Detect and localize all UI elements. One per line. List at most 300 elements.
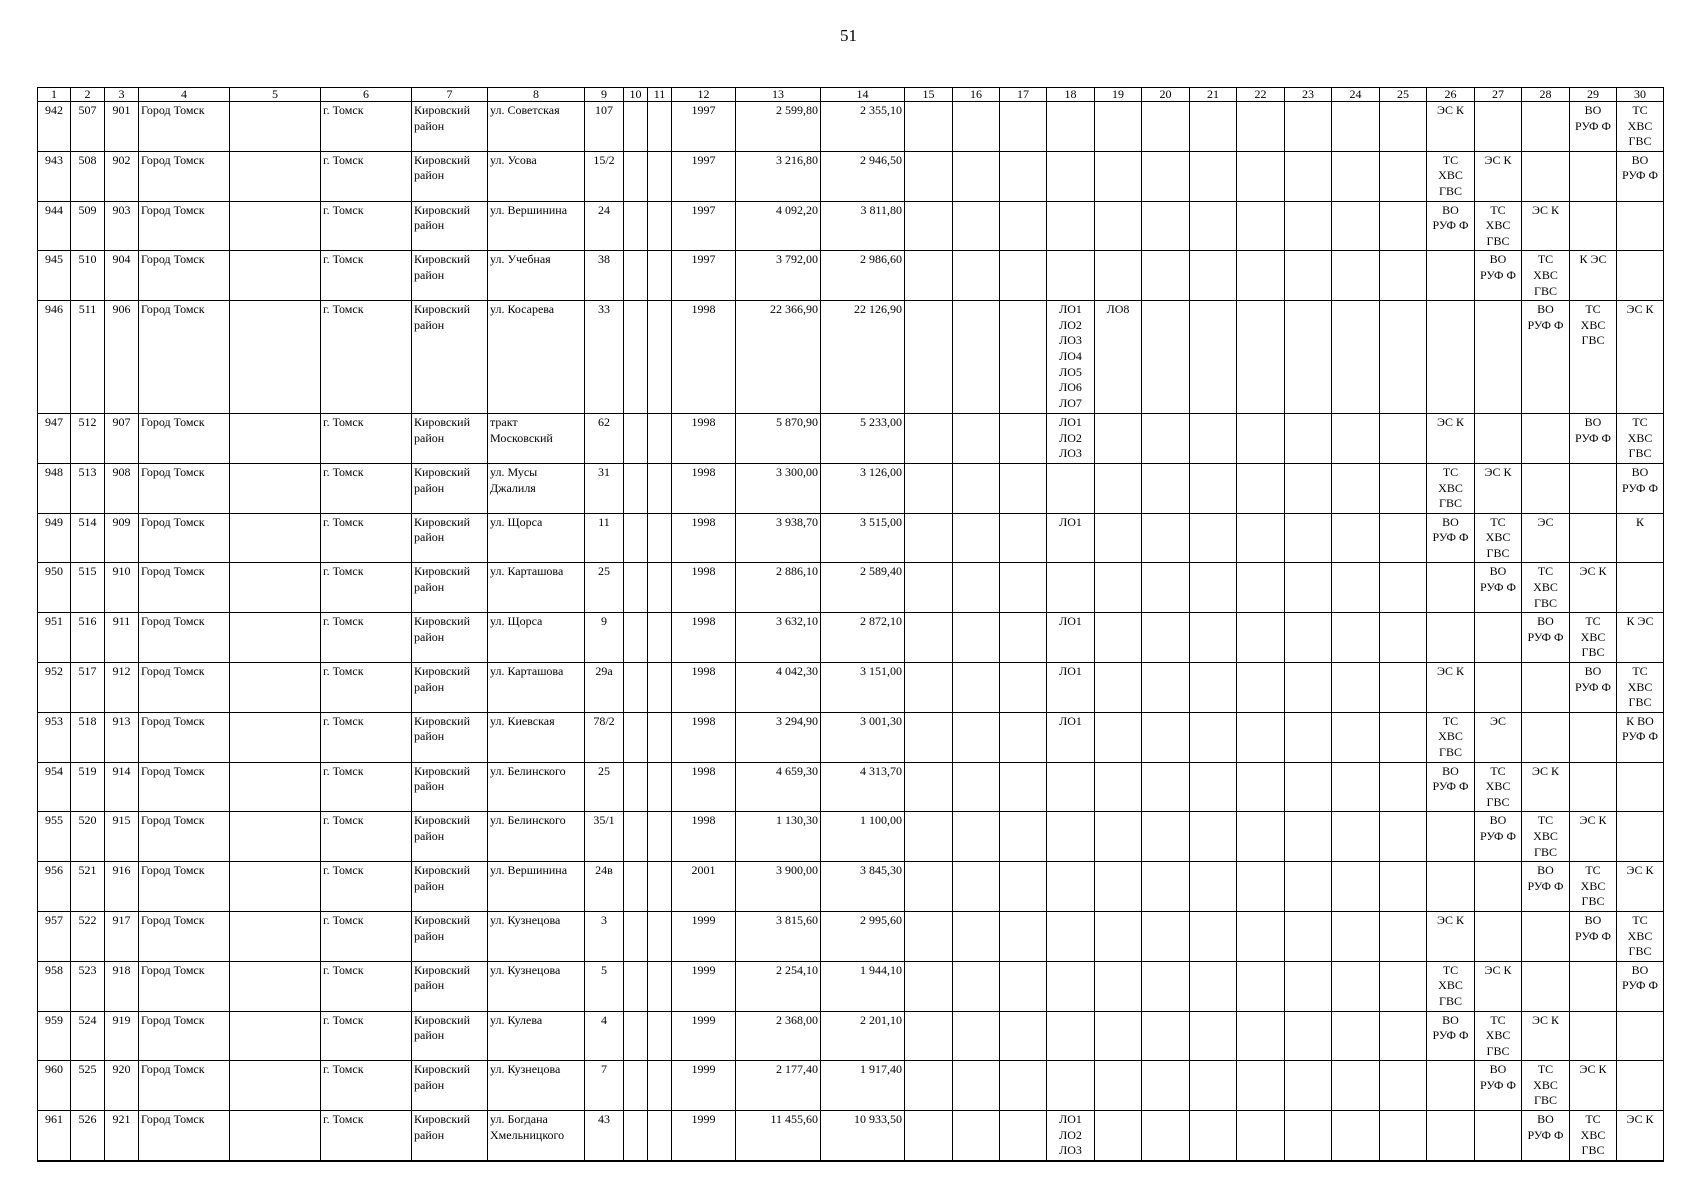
table-cell-col-10 bbox=[624, 911, 648, 961]
table-cell-col-2: 509 bbox=[71, 201, 105, 251]
table-cell-col-21 bbox=[1190, 911, 1237, 961]
table-cell-col-30: ВО РУФ Ф bbox=[1617, 463, 1664, 513]
table-cell-col-1: 955 bbox=[38, 812, 71, 862]
table-cell-col-20 bbox=[1142, 911, 1190, 961]
table-cell-col-25 bbox=[1380, 862, 1427, 912]
table-cell-col-18: ЛО1 bbox=[1047, 663, 1095, 713]
table-cell-col-11 bbox=[648, 762, 672, 812]
table-cell-col-30 bbox=[1617, 762, 1664, 812]
table-cell-col-29: ЭС К bbox=[1570, 812, 1617, 862]
table-cell-col-15 bbox=[905, 961, 953, 1011]
table-cell-col-6: г. Томск bbox=[321, 513, 412, 563]
table-cell-col-7: Кировский район bbox=[412, 151, 488, 201]
table-cell-col-9: 38 bbox=[585, 251, 624, 301]
table-cell-col-23 bbox=[1285, 712, 1332, 762]
table-cell-col-14: 3 515,00 bbox=[821, 513, 905, 563]
table-cell-col-12: 2001 bbox=[672, 862, 736, 912]
table-cell-col-13: 1 130,30 bbox=[736, 812, 821, 862]
table-cell-col-21 bbox=[1190, 862, 1237, 912]
table-cell-col-2: 512 bbox=[71, 414, 105, 464]
table-cell-col-8: ул. Богдана Хмельницкого bbox=[488, 1111, 585, 1161]
table-cell-col-20 bbox=[1142, 414, 1190, 464]
table-cell-col-25 bbox=[1380, 251, 1427, 301]
table-cell-col-9: 35/1 bbox=[585, 812, 624, 862]
table-cell-col-30: ВО РУФ Ф bbox=[1617, 961, 1664, 1011]
table-cell-col-7: Кировский район bbox=[412, 251, 488, 301]
table-cell-col-23 bbox=[1285, 1011, 1332, 1061]
table-cell-col-4: Город Томск bbox=[139, 463, 230, 513]
table-cell-col-2: 526 bbox=[71, 1111, 105, 1161]
table-cell-col-10 bbox=[624, 251, 648, 301]
table-cell-col-2: 507 bbox=[71, 102, 105, 152]
table-cell-col-7: Кировский район bbox=[412, 563, 488, 613]
table-cell-col-5 bbox=[230, 961, 321, 1011]
table-cell-col-4: Город Томск bbox=[139, 1061, 230, 1111]
table-cell-col-2: 525 bbox=[71, 1061, 105, 1111]
column-header: 11 bbox=[648, 88, 672, 102]
table-cell-col-9: 29а bbox=[585, 663, 624, 713]
table-cell-col-16 bbox=[953, 102, 1000, 152]
table-cell-col-12: 1998 bbox=[672, 414, 736, 464]
table-cell-col-19 bbox=[1095, 1011, 1142, 1061]
table-cell-col-9: 11 bbox=[585, 513, 624, 563]
table-cell-col-5 bbox=[230, 712, 321, 762]
table-cell-col-20 bbox=[1142, 712, 1190, 762]
table-cell-col-5 bbox=[230, 613, 321, 663]
table-cell-col-20 bbox=[1142, 613, 1190, 663]
table-cell-col-14: 22 126,90 bbox=[821, 301, 905, 414]
table-cell-col-13: 4 092,20 bbox=[736, 201, 821, 251]
table-cell-col-20 bbox=[1142, 1061, 1190, 1111]
table-cell-col-6: г. Томск bbox=[321, 961, 412, 1011]
table-cell-col-7: Кировский район bbox=[412, 961, 488, 1011]
table-cell-col-19 bbox=[1095, 563, 1142, 613]
table-cell-col-11 bbox=[648, 151, 672, 201]
table-cell-col-14: 3 126,00 bbox=[821, 463, 905, 513]
table-cell-col-6: г. Томск bbox=[321, 613, 412, 663]
table-cell-col-28: ТС ХВС ГВС bbox=[1522, 563, 1570, 613]
table-cell-col-25 bbox=[1380, 911, 1427, 961]
table-cell-col-27: ЭС К bbox=[1475, 151, 1522, 201]
table-row bbox=[38, 712, 1664, 762]
table-cell-col-29: ВО РУФ Ф bbox=[1570, 102, 1617, 152]
column-header: 22 bbox=[1237, 88, 1285, 102]
table-cell-col-17 bbox=[1000, 712, 1047, 762]
table-cell-col-23 bbox=[1285, 961, 1332, 1011]
column-header: 4 bbox=[139, 88, 230, 102]
table-cell-col-9: 15/2 bbox=[585, 151, 624, 201]
table-cell-col-10 bbox=[624, 1061, 648, 1111]
table-cell-col-5 bbox=[230, 862, 321, 912]
table-cell-col-15 bbox=[905, 1011, 953, 1061]
column-header: 7 bbox=[412, 88, 488, 102]
table-cell-col-5 bbox=[230, 201, 321, 251]
table-cell-col-12: 1998 bbox=[672, 301, 736, 414]
table-cell-col-8: ул. Белинского bbox=[488, 762, 585, 812]
table-row bbox=[38, 102, 1664, 152]
table-cell-col-7: Кировский район bbox=[412, 762, 488, 812]
table-cell-col-4: Город Томск bbox=[139, 862, 230, 912]
table-cell-col-7: Кировский район bbox=[412, 513, 488, 563]
table-cell-col-6: г. Томск bbox=[321, 151, 412, 201]
table-cell-col-22 bbox=[1237, 414, 1285, 464]
table-cell-col-10 bbox=[624, 862, 648, 912]
table-cell-col-3: 913 bbox=[105, 712, 139, 762]
table-cell-col-6: г. Томск bbox=[321, 911, 412, 961]
table-cell-col-19 bbox=[1095, 613, 1142, 663]
table-cell-col-28 bbox=[1522, 712, 1570, 762]
table-cell-col-21 bbox=[1190, 513, 1237, 563]
table-cell-col-16 bbox=[953, 1061, 1000, 1111]
table-cell-col-18 bbox=[1047, 463, 1095, 513]
table-cell-col-4: Город Томск bbox=[139, 251, 230, 301]
table-cell-col-23 bbox=[1285, 102, 1332, 152]
table-cell-col-27: ТС ХВС ГВС bbox=[1475, 762, 1522, 812]
table-cell-col-13: 4 042,30 bbox=[736, 663, 821, 713]
table-cell-col-28: ВО РУФ Ф bbox=[1522, 1111, 1570, 1161]
table-cell-col-23 bbox=[1285, 911, 1332, 961]
table-cell-col-18: ЛО1 bbox=[1047, 513, 1095, 563]
table-cell-col-22 bbox=[1237, 762, 1285, 812]
table-cell-col-16 bbox=[953, 151, 1000, 201]
table-cell-col-5 bbox=[230, 812, 321, 862]
table-cell-col-26 bbox=[1427, 812, 1475, 862]
table-cell-col-22 bbox=[1237, 1111, 1285, 1161]
table-cell-col-21 bbox=[1190, 663, 1237, 713]
table-cell-col-13: 2 177,40 bbox=[736, 1061, 821, 1111]
table-cell-col-6: г. Томск bbox=[321, 712, 412, 762]
table-cell-col-1: 949 bbox=[38, 513, 71, 563]
table-cell-col-10 bbox=[624, 201, 648, 251]
table-cell-col-18 bbox=[1047, 812, 1095, 862]
table-cell-col-19: ЛО8 bbox=[1095, 301, 1142, 414]
table-cell-col-29: ТС ХВС ГВС bbox=[1570, 862, 1617, 912]
table-cell-col-17 bbox=[1000, 762, 1047, 812]
table-cell-col-9: 3 bbox=[585, 911, 624, 961]
table-cell-col-1: 960 bbox=[38, 1061, 71, 1111]
table-cell-col-5 bbox=[230, 251, 321, 301]
table-cell-col-1: 950 bbox=[38, 563, 71, 613]
table-cell-col-14: 4 313,70 bbox=[821, 762, 905, 812]
column-header: 27 bbox=[1475, 88, 1522, 102]
column-header: 25 bbox=[1380, 88, 1427, 102]
table-cell-col-13: 3 900,00 bbox=[736, 862, 821, 912]
table-cell-col-8: ул. Белинского bbox=[488, 812, 585, 862]
table-cell-col-26 bbox=[1427, 862, 1475, 912]
table-cell-col-26: ЭС К bbox=[1427, 102, 1475, 152]
table-cell-col-6: г. Томск bbox=[321, 1011, 412, 1061]
table-cell-col-4: Город Томск bbox=[139, 301, 230, 414]
table-cell-col-3: 920 bbox=[105, 1061, 139, 1111]
table-cell-col-4: Город Томск bbox=[139, 712, 230, 762]
table-cell-col-23 bbox=[1285, 414, 1332, 464]
table-cell-col-23 bbox=[1285, 463, 1332, 513]
table-cell-col-1: 951 bbox=[38, 613, 71, 663]
table-cell-col-9: 25 bbox=[585, 563, 624, 613]
table-cell-col-26: ТС ХВС ГВС bbox=[1427, 463, 1475, 513]
table-cell-col-13: 3 815,60 bbox=[736, 911, 821, 961]
table-cell-col-10 bbox=[624, 102, 648, 152]
table-cell-col-23 bbox=[1285, 301, 1332, 414]
table-cell-col-6: г. Томск bbox=[321, 663, 412, 713]
table-cell-col-9: 9 bbox=[585, 613, 624, 663]
table-cell-col-9: 33 bbox=[585, 301, 624, 414]
table-cell-col-1: 946 bbox=[38, 301, 71, 414]
table-cell-col-3: 903 bbox=[105, 201, 139, 251]
table-cell-col-16 bbox=[953, 762, 1000, 812]
table-cell-col-8: ул. Кузнецова bbox=[488, 961, 585, 1011]
table-cell-col-14: 2 995,60 bbox=[821, 911, 905, 961]
table-cell-col-21 bbox=[1190, 563, 1237, 613]
table-cell-col-3: 911 bbox=[105, 613, 139, 663]
table-cell-col-8: ул. Карташова bbox=[488, 663, 585, 713]
table-cell-col-13: 2 886,10 bbox=[736, 563, 821, 613]
table-cell-col-9: 31 bbox=[585, 463, 624, 513]
table-cell-col-5 bbox=[230, 1111, 321, 1161]
table-cell-col-1: 956 bbox=[38, 862, 71, 912]
table-cell-col-8: ул. Киевская bbox=[488, 712, 585, 762]
table-cell-col-11 bbox=[648, 812, 672, 862]
table-cell-col-15 bbox=[905, 414, 953, 464]
table-cell-col-2: 515 bbox=[71, 563, 105, 613]
table-cell-col-4: Город Томск bbox=[139, 613, 230, 663]
table-cell-col-15 bbox=[905, 201, 953, 251]
table-row bbox=[38, 613, 1664, 663]
table-cell-col-4: Город Томск bbox=[139, 201, 230, 251]
table-cell-col-14: 2 872,10 bbox=[821, 613, 905, 663]
table-cell-col-15 bbox=[905, 762, 953, 812]
table-cell-col-22 bbox=[1237, 251, 1285, 301]
table-cell-col-28 bbox=[1522, 961, 1570, 1011]
table-cell-col-15 bbox=[905, 812, 953, 862]
table-cell-col-28: ТС ХВС ГВС bbox=[1522, 812, 1570, 862]
table-cell-col-24 bbox=[1332, 102, 1380, 152]
table-cell-col-7: Кировский район bbox=[412, 1111, 488, 1161]
table-cell-col-23 bbox=[1285, 762, 1332, 812]
table-cell-col-4: Город Томск bbox=[139, 812, 230, 862]
table-cell-col-16 bbox=[953, 911, 1000, 961]
table-cell-col-15 bbox=[905, 613, 953, 663]
table-cell-col-11 bbox=[648, 1111, 672, 1161]
column-header: 5 bbox=[230, 88, 321, 102]
table-cell-col-21 bbox=[1190, 1011, 1237, 1061]
table-cell-col-30: К ВО РУФ Ф bbox=[1617, 712, 1664, 762]
table-cell-col-18 bbox=[1047, 151, 1095, 201]
table-cell-col-6: г. Томск bbox=[321, 102, 412, 152]
table-cell-col-1: 959 bbox=[38, 1011, 71, 1061]
table-cell-col-27: ТС ХВС ГВС bbox=[1475, 1011, 1522, 1061]
table-cell-col-25 bbox=[1380, 1111, 1427, 1161]
table-cell-col-19 bbox=[1095, 102, 1142, 152]
table-cell-col-6: г. Томск bbox=[321, 812, 412, 862]
table-cell-col-21 bbox=[1190, 712, 1237, 762]
table-cell-col-11 bbox=[648, 613, 672, 663]
header-row bbox=[38, 88, 1664, 102]
table-cell-col-30 bbox=[1617, 201, 1664, 251]
table-cell-col-15 bbox=[905, 862, 953, 912]
table-cell-col-21 bbox=[1190, 151, 1237, 201]
table-cell-col-15 bbox=[905, 463, 953, 513]
table-cell-col-21 bbox=[1190, 961, 1237, 1011]
table-cell-col-29 bbox=[1570, 762, 1617, 812]
table-cell-col-24 bbox=[1332, 201, 1380, 251]
table-cell-col-10 bbox=[624, 513, 648, 563]
table-cell-col-3: 915 bbox=[105, 812, 139, 862]
table-cell-col-10 bbox=[624, 762, 648, 812]
table-cell-col-20 bbox=[1142, 201, 1190, 251]
table-cell-col-26: ВО РУФ Ф bbox=[1427, 513, 1475, 563]
table-cell-col-25 bbox=[1380, 961, 1427, 1011]
table-cell-col-20 bbox=[1142, 862, 1190, 912]
table-cell-col-29 bbox=[1570, 712, 1617, 762]
table-cell-col-4: Город Томск bbox=[139, 1011, 230, 1061]
table-cell-col-22 bbox=[1237, 862, 1285, 912]
table-body bbox=[38, 102, 1664, 1161]
table-cell-col-30 bbox=[1617, 563, 1664, 613]
table-cell-col-13: 2 254,10 bbox=[736, 961, 821, 1011]
table-cell-col-25 bbox=[1380, 762, 1427, 812]
table-cell-col-24 bbox=[1332, 613, 1380, 663]
table-cell-col-30: ЭС К bbox=[1617, 301, 1664, 414]
table-row bbox=[38, 911, 1664, 961]
column-header: 2 bbox=[71, 88, 105, 102]
table-row bbox=[38, 663, 1664, 713]
table-cell-col-11 bbox=[648, 513, 672, 563]
table-cell-col-24 bbox=[1332, 1011, 1380, 1061]
table-cell-col-3: 906 bbox=[105, 301, 139, 414]
table-cell-col-20 bbox=[1142, 251, 1190, 301]
table-cell-col-17 bbox=[1000, 463, 1047, 513]
table-row bbox=[38, 862, 1664, 912]
column-header: 21 bbox=[1190, 88, 1237, 102]
table-cell-col-27 bbox=[1475, 414, 1522, 464]
table-cell-col-10 bbox=[624, 414, 648, 464]
column-header: 13 bbox=[736, 88, 821, 102]
table-cell-col-12: 1998 bbox=[672, 513, 736, 563]
table-cell-col-28: ВО РУФ Ф bbox=[1522, 301, 1570, 414]
table-cell-col-13: 2 599,80 bbox=[736, 102, 821, 152]
table-cell-col-2: 510 bbox=[71, 251, 105, 301]
table-cell-col-9: 25 bbox=[585, 762, 624, 812]
table-cell-col-7: Кировский район bbox=[412, 663, 488, 713]
table-cell-col-13: 3 300,00 bbox=[736, 463, 821, 513]
table-cell-col-27: ЭС К bbox=[1475, 463, 1522, 513]
table-cell-col-22 bbox=[1237, 812, 1285, 862]
table-cell-col-15 bbox=[905, 712, 953, 762]
table-cell-col-18 bbox=[1047, 911, 1095, 961]
table-cell-col-16 bbox=[953, 301, 1000, 414]
table-cell-col-8: ул. Щорса bbox=[488, 613, 585, 663]
table-cell-col-12: 1998 bbox=[672, 613, 736, 663]
table-cell-col-27: ВО РУФ Ф bbox=[1475, 1061, 1522, 1111]
table-cell-col-22 bbox=[1237, 563, 1285, 613]
table-cell-col-24 bbox=[1332, 151, 1380, 201]
table-cell-col-19 bbox=[1095, 513, 1142, 563]
table-cell-col-4: Город Томск bbox=[139, 513, 230, 563]
table-cell-col-24 bbox=[1332, 712, 1380, 762]
table-cell-col-24 bbox=[1332, 563, 1380, 613]
table-cell-col-30: ЭС К bbox=[1617, 1111, 1664, 1161]
table-cell-col-2: 511 bbox=[71, 301, 105, 414]
table-cell-col-3: 902 bbox=[105, 151, 139, 201]
table-cell-col-19 bbox=[1095, 201, 1142, 251]
table-cell-col-24 bbox=[1332, 414, 1380, 464]
table-cell-col-4: Город Томск bbox=[139, 911, 230, 961]
table-cell-col-27 bbox=[1475, 862, 1522, 912]
table-cell-col-30: К bbox=[1617, 513, 1664, 563]
table-cell-col-30 bbox=[1617, 1011, 1664, 1061]
table-cell-col-25 bbox=[1380, 663, 1427, 713]
table-cell-col-7: Кировский район bbox=[412, 812, 488, 862]
table-cell-col-11 bbox=[648, 563, 672, 613]
table-cell-col-7: Кировский район bbox=[412, 862, 488, 912]
table-cell-col-1: 958 bbox=[38, 961, 71, 1011]
table-cell-col-5 bbox=[230, 563, 321, 613]
table-cell-col-28 bbox=[1522, 414, 1570, 464]
table-cell-col-24 bbox=[1332, 251, 1380, 301]
table-cell-col-17 bbox=[1000, 301, 1047, 414]
table-cell-col-16 bbox=[953, 513, 1000, 563]
table-cell-col-15 bbox=[905, 102, 953, 152]
table-cell-col-21 bbox=[1190, 1061, 1237, 1111]
page-number: 51 bbox=[840, 26, 857, 45]
table-cell-col-27: ЭС bbox=[1475, 712, 1522, 762]
table-cell-col-5 bbox=[230, 301, 321, 414]
table-cell-col-8: ул. Кузнецова bbox=[488, 911, 585, 961]
table-cell-col-27: ТС ХВС ГВС bbox=[1475, 201, 1522, 251]
column-header: 28 bbox=[1522, 88, 1570, 102]
table-cell-col-9: 5 bbox=[585, 961, 624, 1011]
table-cell-col-1: 942 bbox=[38, 102, 71, 152]
table-cell-col-7: Кировский район bbox=[412, 911, 488, 961]
table-cell-col-19 bbox=[1095, 463, 1142, 513]
table-cell-col-26: ЭС К bbox=[1427, 663, 1475, 713]
column-header: 17 bbox=[1000, 88, 1047, 102]
table-cell-col-10 bbox=[624, 151, 648, 201]
table-cell-col-21 bbox=[1190, 613, 1237, 663]
table-cell-col-26 bbox=[1427, 301, 1475, 414]
table-cell-col-6: г. Томск bbox=[321, 1061, 412, 1111]
table-cell-col-23 bbox=[1285, 862, 1332, 912]
table-cell-col-12: 1999 bbox=[672, 961, 736, 1011]
table-cell-col-28: ЭС К bbox=[1522, 1011, 1570, 1061]
table-cell-col-10 bbox=[624, 961, 648, 1011]
table-cell-col-1: 945 bbox=[38, 251, 71, 301]
table-cell-col-5 bbox=[230, 151, 321, 201]
table-cell-col-29 bbox=[1570, 961, 1617, 1011]
table-cell-col-17 bbox=[1000, 1111, 1047, 1161]
column-header: 3 bbox=[105, 88, 139, 102]
table-cell-col-9: 62 bbox=[585, 414, 624, 464]
table-cell-col-17 bbox=[1000, 862, 1047, 912]
table-cell-col-2: 513 bbox=[71, 463, 105, 513]
table-cell-col-18 bbox=[1047, 961, 1095, 1011]
table-cell-col-7: Кировский район bbox=[412, 102, 488, 152]
table-cell-col-5 bbox=[230, 762, 321, 812]
table-cell-col-22 bbox=[1237, 201, 1285, 251]
table-cell-col-1: 952 bbox=[38, 663, 71, 713]
table-cell-col-29 bbox=[1570, 463, 1617, 513]
table-cell-col-14: 2 986,60 bbox=[821, 251, 905, 301]
table-cell-col-21 bbox=[1190, 301, 1237, 414]
table-cell-col-10 bbox=[624, 301, 648, 414]
table-cell-col-17 bbox=[1000, 1061, 1047, 1111]
table-cell-col-29: ВО РУФ Ф bbox=[1570, 911, 1617, 961]
table-cell-col-3: 918 bbox=[105, 961, 139, 1011]
table-cell-col-21 bbox=[1190, 102, 1237, 152]
table-cell-col-30 bbox=[1617, 812, 1664, 862]
table-cell-col-29 bbox=[1570, 1011, 1617, 1061]
